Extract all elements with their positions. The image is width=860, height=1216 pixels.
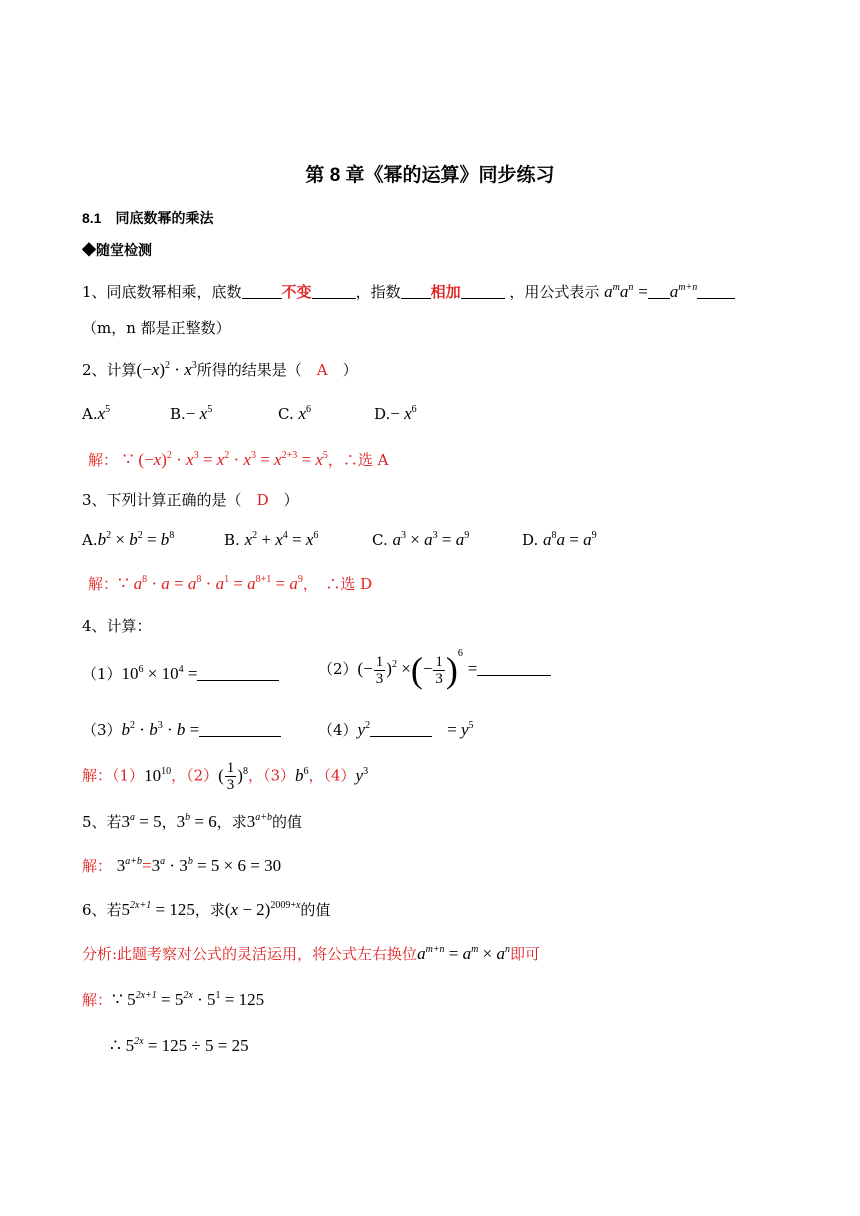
page-title: 第 8 章《幂的运算》同步练习 (305, 165, 555, 186)
question-4: 4、计算： (82, 617, 152, 635)
question-2: 2、计算$(-x)^2 \cdot x^3$所得的结果是（ A ） (82, 360, 358, 379)
analysis-6: 分析:此题考察对公式的灵活运用，将公式左右换位$a^{m+n} = a^m \times a^n$即可 (82, 944, 540, 963)
solution-5: 解： $3^{a+b}=3^a \cdot 3^b = 5 \times 6 = 30$ (82, 856, 282, 875)
answer-1a: 不变 (281, 283, 312, 301)
section-heading: 8.1 同底数幂的乘法 (82, 210, 214, 226)
answer-1b: 相加 (430, 283, 461, 301)
solution-6-step-2: ∴ $5^{2x} = 125 \div 5 = 25$ (110, 1036, 249, 1055)
question-5: 5、若$3^a = 5$，$3^b = 6$，求$3^{a+b}$的值 (82, 812, 303, 831)
question-6: 6、若$5^{2x+1} = 125$，求$(x - 2)^{2009+x}$的值 (82, 900, 331, 919)
solution-2: 解： ∵ $(-x)^2 \cdot x^3 = x^2 \cdot x^3 = x^{2+3} = x^5$，∴选 A (88, 450, 389, 469)
solution-3: 解：∵ $a^8 \cdot a = a^8 \cdot a^1 = a^{8+1} = a^9$， ∴选 D (88, 574, 373, 593)
question-4-part-2: （2）(− $\frac{1}{3}$ )$^2$ ×(− $\frac{1}{3}$ )$^6$ = (318, 652, 860, 696)
question-4-part-1: $(1)10^6 \times 10^4$ = (82, 664, 860, 684)
solution-6-step-1: 解：∵ $5^{2x+1} = 5^{2x} \cdot 5^1 = 125$ (82, 990, 265, 1009)
question-3: 3、下列计算正确的是（ D ） (82, 491, 299, 509)
question-1: 1、同底数幂相乘，底数 不变 ，指数 相加 ，用公式表示 $a^ma^n = a^{m+n}$ (82, 282, 860, 302)
answer-3: D (256, 491, 269, 509)
subsection-heading: ◆随堂检测 (82, 242, 152, 258)
solution-4: 解：$(1)10^{10}$，（2）( $\frac{1}{3}$ )$^8$，$(3)b^6$，$(4)y^3$ (82, 760, 369, 793)
answer-2: A (316, 361, 328, 379)
question-4-part-4: $(4)y^2$ = $y^5$ (318, 720, 474, 739)
question-4-part-3: $(3)b^2 \cdot b^3 \cdot b$ = (82, 720, 860, 740)
question-1-note: （m，n 都是正整数） (82, 319, 231, 337)
